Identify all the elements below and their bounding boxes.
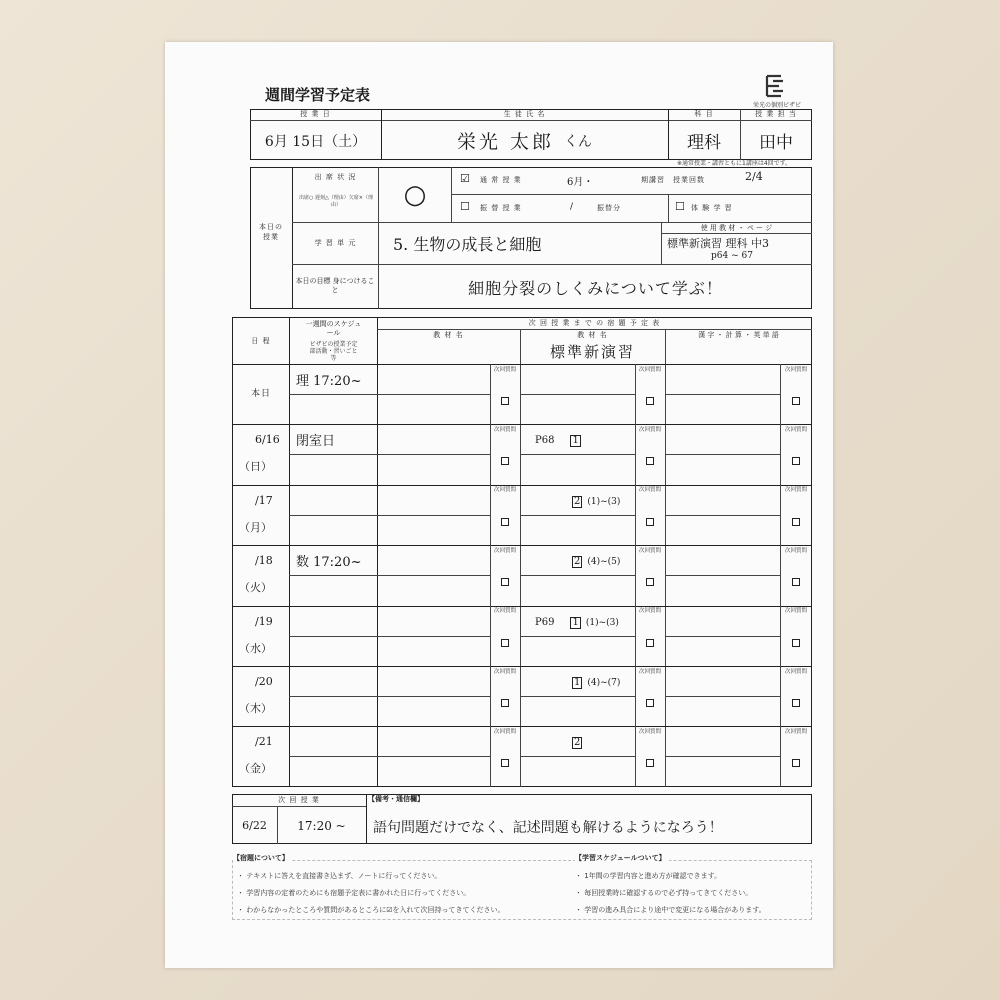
next-question-label: 次回質問 <box>784 728 807 735</box>
label-date: 授 業 日 <box>300 110 331 118</box>
label-next-lesson: 次 回 授 業 <box>278 795 320 804</box>
brand-logo-icon <box>761 74 789 98</box>
next-question-checkbox[interactable] <box>646 699 654 707</box>
next-question-checkbox[interactable] <box>792 578 800 586</box>
makeup-lesson-label: 振 替 授 業 <box>480 204 522 212</box>
homework-notes-title: 【宿題について】 <box>233 854 292 863</box>
label-subject: 科 目 <box>694 110 714 118</box>
homework-note: ・ テキストに答えを直接書き込まず、ノートに行ってください。 <box>237 872 442 880</box>
label-teacher: 授 業 担 当 <box>755 110 797 118</box>
col-header-material-3: 漢 字 ・ 計 算 ・ 英 単 語 <box>698 330 779 339</box>
next-question-label: 次回質問 <box>638 547 661 554</box>
label-today-goal: 本日の目標 身につけること <box>295 277 375 294</box>
trial-lesson-checkbox[interactable]: ☐ <box>675 200 685 213</box>
today-goal: 細胞分裂のしくみについて学ぶ！ <box>468 278 723 298</box>
attendance-legend: 出席○ 遅刻△（理由）欠席×（理由） <box>299 195 373 208</box>
homework-note: ・ 学習内容の定着のためにも宿題予定表に書かれた日に行ってください。 <box>237 889 471 897</box>
next-question-label: 次回質問 <box>638 608 661 615</box>
next-question-checkbox[interactable] <box>501 397 509 405</box>
row-date: /18 <box>255 554 273 568</box>
hw-section-number: 2 <box>574 495 581 507</box>
student-name-cell <box>381 121 668 160</box>
hw-range: (4)~(7) <box>587 678 621 688</box>
trial-lesson-label: 体 験 学 習 <box>691 204 733 212</box>
next-question-label: 次回質問 <box>784 487 807 494</box>
next-question-checkbox[interactable] <box>792 397 800 405</box>
col-header-week: 一週間のスケジュール ビザビの授業予定 部活動・習いごと等 <box>305 320 362 362</box>
next-question-label: 次回質問 <box>493 426 516 433</box>
hw-section-number: 2 <box>574 737 581 749</box>
hw-section-number: 1 <box>572 616 579 628</box>
hw-range: (4)~(5) <box>587 557 621 568</box>
row-homework <box>570 677 620 689</box>
next-question-label: 次回質問 <box>638 426 661 433</box>
lesson-month: 6月・ <box>567 177 594 188</box>
next-question-checkbox[interactable] <box>792 699 800 707</box>
next-question-checkbox[interactable] <box>646 397 654 405</box>
next-lesson-time: 17:20 ~ <box>297 818 346 833</box>
remarks-text: 語句問題だけでなく、記述問題も解けるようになろう！ <box>373 820 723 836</box>
next-question-checkbox[interactable] <box>501 639 509 647</box>
material-2-name: 標準新演習 <box>549 343 635 361</box>
next-question-checkbox[interactable] <box>792 518 800 526</box>
next-question-checkbox[interactable] <box>792 457 800 465</box>
row-date: /19 <box>255 614 273 628</box>
next-question-checkbox[interactable] <box>501 518 509 526</box>
row-weekday: （水） <box>239 641 272 655</box>
lesson-date: 6月 15日（土） <box>264 133 367 150</box>
regular-lesson-checkbox[interactable]: ☑ <box>460 172 470 185</box>
next-question-label: 次回質問 <box>784 366 807 373</box>
lesson-count: 2/4 <box>745 170 763 183</box>
next-question-label: 次回質問 <box>493 366 516 373</box>
next-question-label: 次回質問 <box>638 366 661 373</box>
next-question-label: 次回質問 <box>784 426 807 433</box>
next-question-checkbox[interactable] <box>646 639 654 647</box>
row-date: /20 <box>255 675 273 688</box>
row-weekday: （月） <box>239 520 272 534</box>
col-header-homework: 次 回 授 業 ま で の 宿 題 予 定 表 <box>528 319 661 327</box>
row-date: 本日 <box>250 388 271 399</box>
next-question-checkbox[interactable] <box>501 578 509 586</box>
row-date: /17 <box>255 493 273 507</box>
next-question-label: 次回質問 <box>784 668 807 675</box>
hw-section-number: 2 <box>574 556 581 568</box>
session-label: 期講習 授業回数 <box>641 176 705 184</box>
next-question-checkbox[interactable] <box>501 699 509 707</box>
next-question-label: 次回質問 <box>493 608 516 615</box>
row-homework <box>535 617 619 629</box>
schedule-sheet <box>165 42 833 968</box>
row-homework <box>570 556 620 568</box>
next-question-checkbox[interactable] <box>646 759 654 767</box>
hw-range: (1)~(3) <box>587 496 621 507</box>
label-study-unit: 学 習 単 元 <box>314 239 357 247</box>
next-question-checkbox[interactable] <box>501 759 509 767</box>
schedule-notes <box>575 868 766 919</box>
label-today-lesson: 本日の授業 <box>259 223 283 241</box>
row-plan: 数 17:20~ <box>296 555 362 571</box>
makeup-lesson-checkbox[interactable]: ☐ <box>460 200 470 213</box>
schedule-note: ・ 学習の進み具合により途中で変更になる場合があります。 <box>575 906 766 914</box>
next-lesson-date: 6/22 <box>242 819 267 832</box>
hw-page: P68 <box>535 435 555 447</box>
brand-name: 栄光の個別ビザビ <box>753 102 802 109</box>
honorific: くん <box>564 133 593 150</box>
hw-section-number: 1 <box>574 677 581 688</box>
lesson-count-note: ※通常授業・講習ともに1講座は4回です。 <box>677 160 792 167</box>
hw-page: P69 <box>535 616 555 628</box>
row-weekday: （木） <box>239 702 272 715</box>
next-question-label: 次回質問 <box>784 608 807 615</box>
attendance-mark: ○ <box>403 180 427 210</box>
next-question-label: 次回質問 <box>493 487 516 494</box>
study-unit: 5. 生物の成長と細胞 <box>393 235 542 254</box>
row-date: /21 <box>255 735 273 749</box>
next-question-label: 次回質問 <box>493 728 516 735</box>
label-materials: 使 用 教 材 ・ ペ ー ジ <box>700 223 773 232</box>
next-question-checkbox[interactable] <box>646 578 654 586</box>
row-plan: 理 17:20~ <box>296 374 362 389</box>
teacher-value: 田中 <box>759 133 793 153</box>
row-weekday: （金） <box>239 762 272 776</box>
makeup-sub-label: 振替分 <box>597 204 621 212</box>
material-name: 標準新演習 理科 中3 <box>667 237 769 250</box>
next-question-label: 次回質問 <box>493 668 516 675</box>
hw-section-number: 1 <box>572 435 579 447</box>
makeup-slash: / <box>570 202 575 212</box>
next-question-checkbox[interactable] <box>792 759 800 767</box>
row-homework <box>570 496 620 508</box>
next-question-label: 次回質問 <box>638 728 661 735</box>
student-name: 栄光 太郎 <box>456 131 555 153</box>
page-title: 週間学習予定表 <box>265 86 371 104</box>
schedule-note: ・ 毎回授業時に確認するので必ず持ってきてください。 <box>575 889 753 897</box>
row-weekday: （日） <box>239 460 272 474</box>
next-question-label: 次回質問 <box>638 668 661 675</box>
regular-lesson-label: 通 常 授 業 <box>480 176 522 184</box>
row-homework <box>570 737 584 749</box>
homework-note: ・ わからなかったところや質問があるところに☑を入れて次回持ってきてください。 <box>237 906 505 914</box>
next-question-label: 次回質問 <box>638 487 661 494</box>
row-plan: 閉室日 <box>296 434 336 450</box>
subject-value: 理科 <box>687 133 721 153</box>
label-remarks: 【備考・通信欄】 <box>368 795 424 803</box>
col-header-day: 日 程 <box>251 336 271 345</box>
schedule-note: ・ 1年間の学習内容と進め方が確認できます。 <box>575 872 722 880</box>
hw-range: (1)~(3) <box>585 617 619 628</box>
next-question-checkbox[interactable] <box>646 518 654 526</box>
schedule-notes-title: 【学習スケジュールついて】 <box>575 854 669 863</box>
material-pages: p64 ~ 67 <box>711 251 753 261</box>
next-question-checkbox[interactable] <box>501 457 509 465</box>
next-question-checkbox[interactable] <box>646 457 654 465</box>
row-weekday: （火） <box>239 581 272 595</box>
next-question-checkbox[interactable] <box>792 639 800 647</box>
row-date: 6/16 <box>255 433 280 447</box>
homework-notes <box>237 868 505 919</box>
row-homework <box>535 435 583 447</box>
next-question-label: 次回質問 <box>784 547 807 554</box>
col-header-material-1: 教 材 名 <box>433 330 464 339</box>
col-header-material-2: 教 材 名 <box>577 330 608 339</box>
next-question-label: 次回質問 <box>493 547 516 554</box>
label-attendance: 出 席 状 況 <box>314 172 357 181</box>
label-student-name: 生 徒 氏 名 <box>503 110 546 118</box>
